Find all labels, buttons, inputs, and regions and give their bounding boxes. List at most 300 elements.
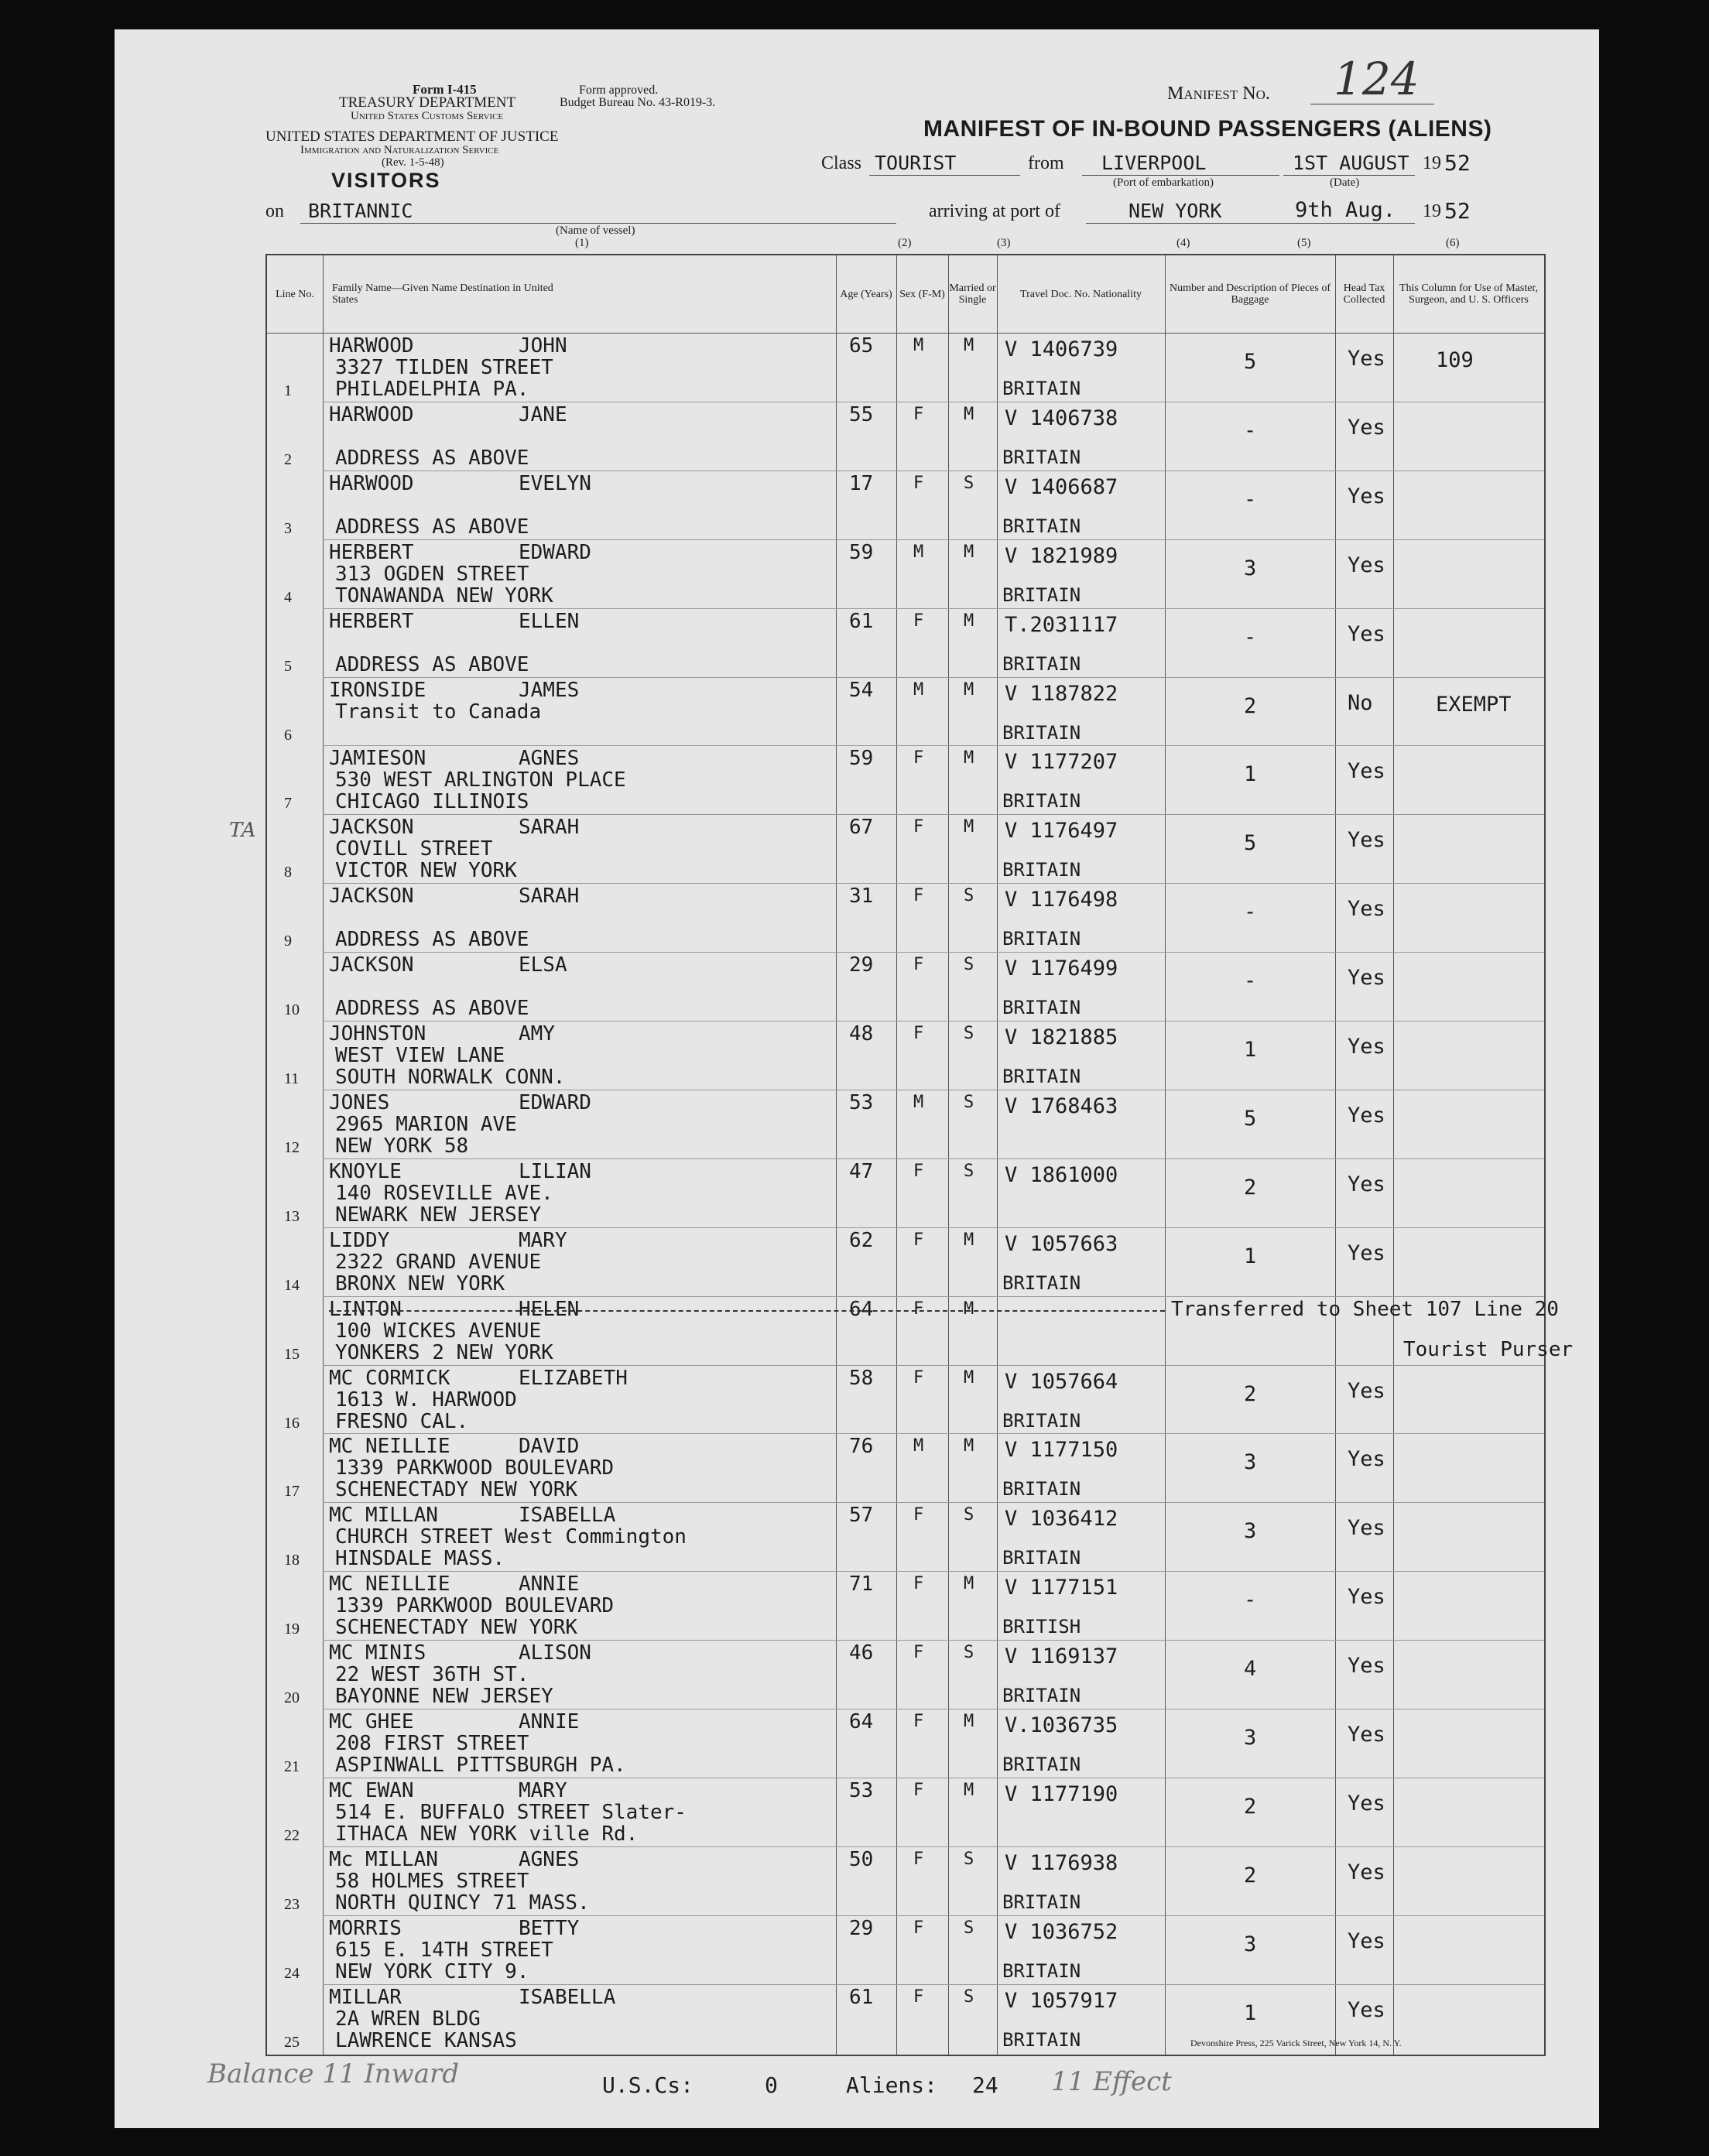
- transfer-note: Transferred to Sheet 107 Line 20: [1171, 1297, 1559, 1321]
- address-line-2: SCHENECTADY NEW YORK: [335, 1616, 578, 1640]
- given-name: ALISON: [519, 1641, 591, 1665]
- line-number: 3: [284, 519, 292, 537]
- col-header-travel: Travel Doc. No. Nationality: [1020, 288, 1142, 300]
- age: 54: [849, 678, 874, 702]
- col-header-married: Married or Single: [949, 282, 996, 306]
- line-number: 24: [284, 1964, 300, 1982]
- head-tax: Yes: [1348, 553, 1385, 577]
- arrival-date: 9th Aug.: [1295, 198, 1396, 222]
- marital-status: S: [964, 955, 974, 975]
- on-label: on: [265, 201, 284, 221]
- nationality: BRITAIN: [1002, 378, 1081, 399]
- row-divider: [323, 1158, 1544, 1159]
- given-name: ANNIE: [519, 1710, 580, 1733]
- travel-doc: V 1861000: [1005, 1162, 1118, 1187]
- nationality: BRITAIN: [1002, 446, 1081, 468]
- age: 61: [849, 1985, 874, 2009]
- uscs-value: 0: [765, 2072, 778, 2098]
- travel-doc: V 1177150: [1005, 1438, 1118, 1463]
- given-name: DAVID: [519, 1435, 580, 1459]
- address-line-2: SOUTH NORWALK CONN.: [335, 1066, 566, 1089]
- marital-status: M: [964, 679, 974, 700]
- form-approved: Form approved.: [579, 84, 659, 97]
- marital-status: M: [964, 817, 974, 837]
- marital-status: S: [964, 473, 974, 493]
- arrival-year: 52: [1444, 198, 1471, 224]
- table-row: [267, 539, 1544, 608]
- address-line-2: SCHENECTADY NEW YORK: [335, 1478, 578, 1502]
- head-tax: Yes: [1348, 1654, 1385, 1679]
- table-row: [267, 1846, 1544, 1915]
- family-name: Mc MILLAN: [329, 1847, 438, 1871]
- form-number: Form I-415: [413, 82, 477, 97]
- address-line-2: BAYONNE NEW JERSEY: [335, 1685, 553, 1709]
- baggage-count: 2: [1244, 1794, 1257, 1819]
- baggage-count: -: [1244, 1588, 1257, 1613]
- nationality: BRITAIN: [1002, 583, 1081, 606]
- sex: F: [913, 1780, 924, 1800]
- nationality: BRITAIN: [1002, 1685, 1081, 1707]
- baggage-count: 5: [1244, 831, 1257, 856]
- nationality: BRITAIN: [1002, 1066, 1081, 1087]
- table-row: [267, 1296, 1574, 1365]
- address-line-1: 615 E. 14TH STREET: [335, 1938, 553, 1962]
- marital-status: S: [964, 1849, 974, 1869]
- head-tax: Yes: [1348, 1997, 1385, 2022]
- table-row: [267, 608, 1544, 677]
- address-line-2: YONKERS 2 NEW YORK: [335, 1340, 553, 1364]
- sex: F: [913, 1574, 924, 1594]
- row-divider: [323, 1502, 1544, 1503]
- row-divider: [323, 883, 1544, 884]
- head-tax: Yes: [1348, 1378, 1385, 1403]
- address-line-2: CHICAGO ILLINOIS: [335, 790, 529, 814]
- ins-service: Immigration and Naturalization Service: [300, 144, 499, 156]
- travel-doc: V 1177151: [1005, 1576, 1118, 1600]
- baggage-count: 4: [1244, 1657, 1257, 1682]
- address-line-2: LAWRENCE KANSAS: [335, 2028, 517, 2052]
- year-prefix: 19: [1423, 153, 1441, 173]
- budget-bureau: Budget Bureau No. 43-R019-3.: [560, 96, 716, 109]
- address-line-2: NORTH QUINCY 71 MASS.: [335, 1891, 590, 1915]
- sex: F: [913, 1230, 924, 1250]
- age: 55: [849, 402, 874, 426]
- address-line-2: TONAWANDA NEW YORK: [335, 583, 553, 607]
- treasury-dept: TREASURY DEPARTMENT: [339, 94, 516, 111]
- given-name: LILIAN: [519, 1159, 591, 1183]
- given-name: ELLEN: [519, 609, 580, 633]
- marital-status: M: [964, 1299, 974, 1319]
- arrival-year-prefix: 19: [1423, 201, 1441, 221]
- sex: F: [913, 886, 924, 906]
- officer-note: EXEMPT: [1436, 692, 1512, 717]
- given-name: JANE: [519, 402, 567, 426]
- marital-status: M: [964, 1367, 974, 1388]
- marital-status: S: [964, 1987, 974, 2007]
- baggage-count: 3: [1244, 1932, 1257, 1956]
- marital-status: M: [964, 1780, 974, 1800]
- nationality: BRITAIN: [1002, 1959, 1081, 1982]
- address-line-2: ADDRESS AS ABOVE: [335, 652, 529, 676]
- baggage-count: 5: [1244, 350, 1257, 374]
- marital-status: S: [964, 1505, 974, 1525]
- justice-dept: UNITED STATES DEPARTMENT OF JUSTICE: [265, 128, 559, 145]
- class-value: TOURIST: [875, 152, 957, 174]
- travel-doc: V 1406739: [1005, 337, 1118, 361]
- given-name: ELIZABETH: [519, 1366, 628, 1390]
- vessel-name: BRITANNIC: [308, 200, 413, 222]
- arrival-line: [1086, 223, 1415, 224]
- col-header-headtax: Head Tax Collected: [1343, 282, 1385, 306]
- marital-status: S: [964, 1643, 974, 1663]
- nationality: BRITAIN: [1002, 1547, 1081, 1569]
- handwritten-effect: 11 Effect: [1051, 2066, 1172, 2097]
- family-name: MC MILLAN: [329, 1504, 438, 1528]
- handwritten-balance: Balance 11 Inward: [207, 2058, 460, 2089]
- address-line-1: 140 ROSEVILLE AVE.: [335, 1181, 553, 1205]
- family-name: HARWOOD: [329, 402, 414, 426]
- table-row: [267, 1778, 1544, 1846]
- line-number: 16: [284, 1414, 300, 1432]
- address-line-1: 2322 GRAND AVENUE: [335, 1250, 542, 1274]
- date-line: [1283, 175, 1415, 176]
- col-header-baggage: Number and Description of Pieces of Baggage: [1170, 282, 1331, 306]
- baggage-count: 2: [1244, 693, 1257, 718]
- row-divider: [323, 1433, 1544, 1434]
- travel-doc: V 1821885: [1005, 1025, 1118, 1049]
- given-name: ISABELLA: [519, 1504, 616, 1528]
- age: 57: [849, 1504, 874, 1528]
- head-tax: Yes: [1348, 1585, 1385, 1610]
- given-name: ISABELLA: [519, 1985, 616, 2009]
- address-line-1: 100 WICKES AVENUE: [335, 1319, 542, 1343]
- manifest-no: 124: [1334, 53, 1420, 105]
- age: 29: [849, 1916, 874, 1940]
- line-number: 17: [284, 1483, 300, 1501]
- marital-status: M: [964, 1712, 974, 1731]
- given-name: EDWARD: [519, 540, 591, 564]
- address-line-2: NEW YORK CITY 9.: [335, 1959, 529, 1983]
- baggage-count: 2: [1244, 1175, 1257, 1199]
- baggage-count: 1: [1244, 2000, 1257, 2025]
- head-tax: Yes: [1348, 1516, 1385, 1541]
- head-tax: Yes: [1348, 415, 1385, 440]
- line-number: 10: [284, 1001, 300, 1019]
- age: 61: [849, 609, 874, 633]
- marital-status: M: [964, 1230, 974, 1250]
- travel-doc: V 1177190: [1005, 1781, 1118, 1806]
- head-tax: Yes: [1348, 759, 1385, 784]
- table-row: [267, 952, 1544, 1021]
- sex: F: [913, 1505, 924, 1525]
- travel-doc: V 1169137: [1005, 1644, 1118, 1669]
- row-divider: [323, 1915, 1544, 1916]
- line-number: 21: [284, 1758, 300, 1775]
- age: 53: [849, 1090, 874, 1114]
- table-row: [267, 883, 1544, 952]
- head-tax: Yes: [1348, 621, 1385, 646]
- table-row: [267, 1227, 1544, 1296]
- address-line-1: 514 E. BUFFALO STREET Slater-: [335, 1800, 687, 1824]
- marital-status: S: [964, 1092, 974, 1112]
- marital-status: M: [964, 404, 974, 424]
- vessel-caption-num: (1): [575, 237, 589, 249]
- address-line-1: 208 FIRST STREET: [335, 1732, 529, 1755]
- head-tax: Yes: [1348, 1928, 1385, 1953]
- marital-status: M: [964, 1436, 974, 1456]
- sex: M: [913, 679, 924, 700]
- head-tax: Yes: [1348, 1241, 1385, 1265]
- sex: F: [913, 1712, 924, 1731]
- table-row: [267, 333, 1544, 402]
- table-row: [267, 1158, 1544, 1227]
- given-name: JOHN: [519, 334, 567, 358]
- row-divider: [323, 814, 1544, 815]
- passenger-table: [265, 254, 1574, 2056]
- sex: F: [913, 1024, 924, 1043]
- age: 58: [849, 1366, 874, 1390]
- line-number: 5: [284, 657, 292, 675]
- family-name: JOHNSTON: [329, 1022, 426, 1045]
- travel-doc: V 1176498: [1005, 888, 1118, 912]
- address-line-1: Transit to Canada: [335, 700, 542, 724]
- age: 50: [849, 1847, 874, 1871]
- table-row: [267, 1502, 1544, 1571]
- travel-doc: V.1036735: [1005, 1713, 1118, 1737]
- head-tax: Yes: [1348, 1791, 1385, 1815]
- table-row: [267, 1433, 1544, 1502]
- table-row: [267, 471, 1544, 539]
- line-number: 14: [284, 1276, 300, 1294]
- marital-status: S: [964, 886, 974, 906]
- address-line-1: 313 OGDEN STREET: [335, 562, 529, 586]
- family-name: HERBERT: [329, 540, 414, 564]
- nationality: BRITAIN: [1002, 928, 1081, 950]
- travel-doc: V 1406687: [1005, 474, 1118, 499]
- from-line: [1082, 175, 1279, 176]
- table-row: [267, 677, 1544, 746]
- aliens-label: Aliens:: [846, 2072, 938, 2098]
- family-name: MC MINIS: [329, 1641, 426, 1665]
- sex: F: [913, 1918, 924, 1938]
- head-tax: Yes: [1348, 347, 1385, 371]
- travel-doc: V 1177207: [1005, 750, 1118, 775]
- date-caption: (Date): [1330, 176, 1360, 189]
- nationality: BRITAIN: [1002, 1891, 1081, 1913]
- nationality: BRITAIN: [1002, 2028, 1081, 2051]
- col-num-3: (3): [997, 237, 1011, 249]
- baggage-count: 3: [1244, 1450, 1257, 1475]
- row-divider: [323, 1984, 1544, 1985]
- marital-status: S: [964, 1024, 974, 1043]
- address-line-2: ITHACA NEW YORK ville Rd.: [335, 1822, 639, 1846]
- travel-doc: V 1176499: [1005, 957, 1118, 981]
- row-divider: [323, 1021, 1544, 1022]
- baggage-count: 3: [1244, 1519, 1257, 1544]
- table-row: [267, 1640, 1544, 1709]
- head-tax: Yes: [1348, 484, 1385, 508]
- family-name: MC EWAN: [329, 1778, 414, 1802]
- sex: M: [913, 1436, 924, 1456]
- row-divider: [323, 1296, 1544, 1297]
- nationality: BRITAIN: [1002, 721, 1081, 744]
- head-tax: Yes: [1348, 1172, 1385, 1196]
- row-divider: [323, 745, 1544, 746]
- address-line-1: 2965 MARION AVE: [335, 1112, 517, 1136]
- given-name: AGNES: [519, 1847, 580, 1871]
- address-line-1: 1339 PARKWOOD BOULEVARD: [335, 1594, 615, 1618]
- head-tax: Yes: [1348, 1103, 1385, 1128]
- given-name: MARY: [519, 1778, 567, 1802]
- age: 59: [849, 747, 874, 771]
- row-divider: [323, 1640, 1544, 1641]
- age: 59: [849, 540, 874, 564]
- row-divider: [323, 1846, 1544, 1847]
- table-row: [267, 1709, 1544, 1778]
- table-row: [267, 1090, 1544, 1158]
- address-line-2: BRONX NEW YORK: [335, 1271, 505, 1295]
- family-name: KNOYLE: [329, 1159, 402, 1183]
- col-num-5: (5): [1297, 237, 1311, 249]
- baggage-count: -: [1244, 625, 1257, 649]
- family-name: MC NEILLIE: [329, 1435, 450, 1459]
- manifest-sheet: [115, 29, 1599, 2128]
- family-name: HARWOOD: [329, 471, 414, 495]
- head-tax: Yes: [1348, 1860, 1385, 1884]
- age: 29: [849, 953, 874, 977]
- table-row: [267, 814, 1544, 883]
- age: 46: [849, 1641, 874, 1665]
- travel-doc: V 1768463: [1005, 1093, 1118, 1118]
- age: 76: [849, 1435, 874, 1459]
- table-row: [267, 402, 1544, 471]
- family-name: JACKSON: [329, 816, 414, 840]
- family-name: MC GHEE: [329, 1710, 414, 1733]
- marital-status: M: [964, 542, 974, 562]
- row-divider: [323, 608, 1544, 609]
- row-divider: [323, 1365, 1544, 1366]
- sex: F: [913, 1643, 924, 1663]
- col-header-sex: Sex (F-M): [899, 288, 945, 300]
- arrival-port: NEW YORK: [1128, 200, 1222, 222]
- head-tax: Yes: [1348, 966, 1385, 991]
- customs-service: United States Customs Service: [351, 110, 504, 122]
- departure-date: 1ST AUGUST: [1293, 152, 1409, 174]
- address-line-2: ADDRESS AS ABOVE: [335, 515, 529, 539]
- line-number: 12: [284, 1138, 300, 1156]
- marital-status: M: [964, 611, 974, 631]
- baggage-count: -: [1244, 969, 1257, 994]
- marital-status: M: [964, 336, 974, 355]
- table-row: [267, 1365, 1544, 1434]
- address-line-1: 22 WEST 36TH ST.: [335, 1663, 529, 1687]
- departure-year: 52: [1444, 150, 1471, 176]
- address-line-1: 2A WREN BLDG: [335, 2007, 481, 2031]
- travel-doc: V 1036412: [1005, 1507, 1118, 1531]
- family-name: JACKSON: [329, 953, 414, 977]
- family-name: MILLAR: [329, 1985, 402, 2009]
- col-header-officer: This Column for Use of Master, Surgeon, and U. S. Officers: [1399, 282, 1539, 306]
- address-line-2: NEWARK NEW JERSEY: [335, 1203, 542, 1227]
- age: 65: [849, 334, 874, 358]
- sex: F: [913, 1987, 924, 2007]
- nationality: BRITAIN: [1002, 859, 1081, 881]
- address-line-1: WEST VIEW LANE: [335, 1044, 505, 1067]
- baggage-count: -: [1244, 487, 1257, 512]
- line-number: 22: [284, 1826, 300, 1844]
- address-line-2: PHILADELPHIA PA.: [335, 378, 529, 401]
- nationality: BRITAIN: [1002, 1754, 1081, 1775]
- sex: F: [913, 1367, 924, 1388]
- line-number: 20: [284, 1689, 300, 1707]
- table-row: [267, 745, 1544, 814]
- address-line-2: VICTOR NEW YORK: [335, 859, 517, 883]
- given-name: ELSA: [519, 953, 567, 977]
- sex: F: [913, 748, 924, 768]
- col-header-line: Line No.: [276, 288, 314, 300]
- line-number: 9: [284, 933, 292, 950]
- family-name: JAMIESON: [329, 747, 426, 771]
- sex: F: [913, 473, 924, 493]
- baggage-count: 5: [1244, 1106, 1257, 1131]
- given-name: AMY: [519, 1022, 555, 1045]
- head-tax: Yes: [1348, 1035, 1385, 1059]
- marital-status: M: [964, 1574, 974, 1594]
- age: 67: [849, 816, 874, 840]
- sex: F: [913, 1299, 924, 1319]
- baggage-count: -: [1244, 900, 1257, 925]
- baggage-count: 2: [1244, 1863, 1257, 1887]
- margin-note: TA: [229, 819, 256, 842]
- nationality: BRITISH: [1002, 1616, 1081, 1638]
- address-line-1: 58 HOLMES STREET: [335, 1869, 529, 1893]
- strikethrough-line: [329, 1310, 1165, 1312]
- baggage-count: 3: [1244, 1726, 1257, 1750]
- vessel-caption: (Name of vessel): [556, 224, 635, 237]
- line-number: 8: [284, 864, 292, 881]
- family-name: HARWOOD: [329, 334, 414, 358]
- class-line: [869, 175, 1020, 176]
- nationality: BRITAIN: [1002, 790, 1081, 813]
- baggage-count: 1: [1244, 762, 1257, 787]
- travel-doc: V 1036752: [1005, 1919, 1118, 1944]
- address-line-1: CHURCH STREET West Commington: [335, 1525, 687, 1549]
- nationality: BRITAIN: [1002, 997, 1081, 1019]
- age: 53: [849, 1778, 874, 1802]
- given-name: JAMES: [519, 678, 580, 702]
- address-line-2: ADDRESS AS ABOVE: [335, 928, 529, 952]
- marital-status: S: [964, 1161, 974, 1181]
- travel-doc: V 1057917: [1005, 1988, 1118, 2013]
- sex: F: [913, 611, 924, 631]
- travel-doc: T.2031117: [1005, 612, 1118, 637]
- row-divider: [323, 677, 1544, 678]
- nationality: BRITAIN: [1002, 1409, 1081, 1432]
- col-num-2: (2): [898, 237, 912, 249]
- nationality: BRITAIN: [1002, 515, 1081, 537]
- col-num-4: (4): [1176, 237, 1190, 249]
- address-line-2: ADDRESS AS ABOVE: [335, 997, 529, 1021]
- given-name: SARAH: [519, 816, 580, 840]
- age: 17: [849, 471, 874, 495]
- table-row: [267, 1915, 1544, 1984]
- port-caption: (Port of embarkation): [1113, 176, 1214, 189]
- sex: F: [913, 1849, 924, 1869]
- aliens-value: 24: [972, 2072, 998, 2098]
- table-row: [267, 1571, 1544, 1640]
- visitors-label: VISITORS: [331, 169, 441, 192]
- age: 71: [849, 1573, 874, 1596]
